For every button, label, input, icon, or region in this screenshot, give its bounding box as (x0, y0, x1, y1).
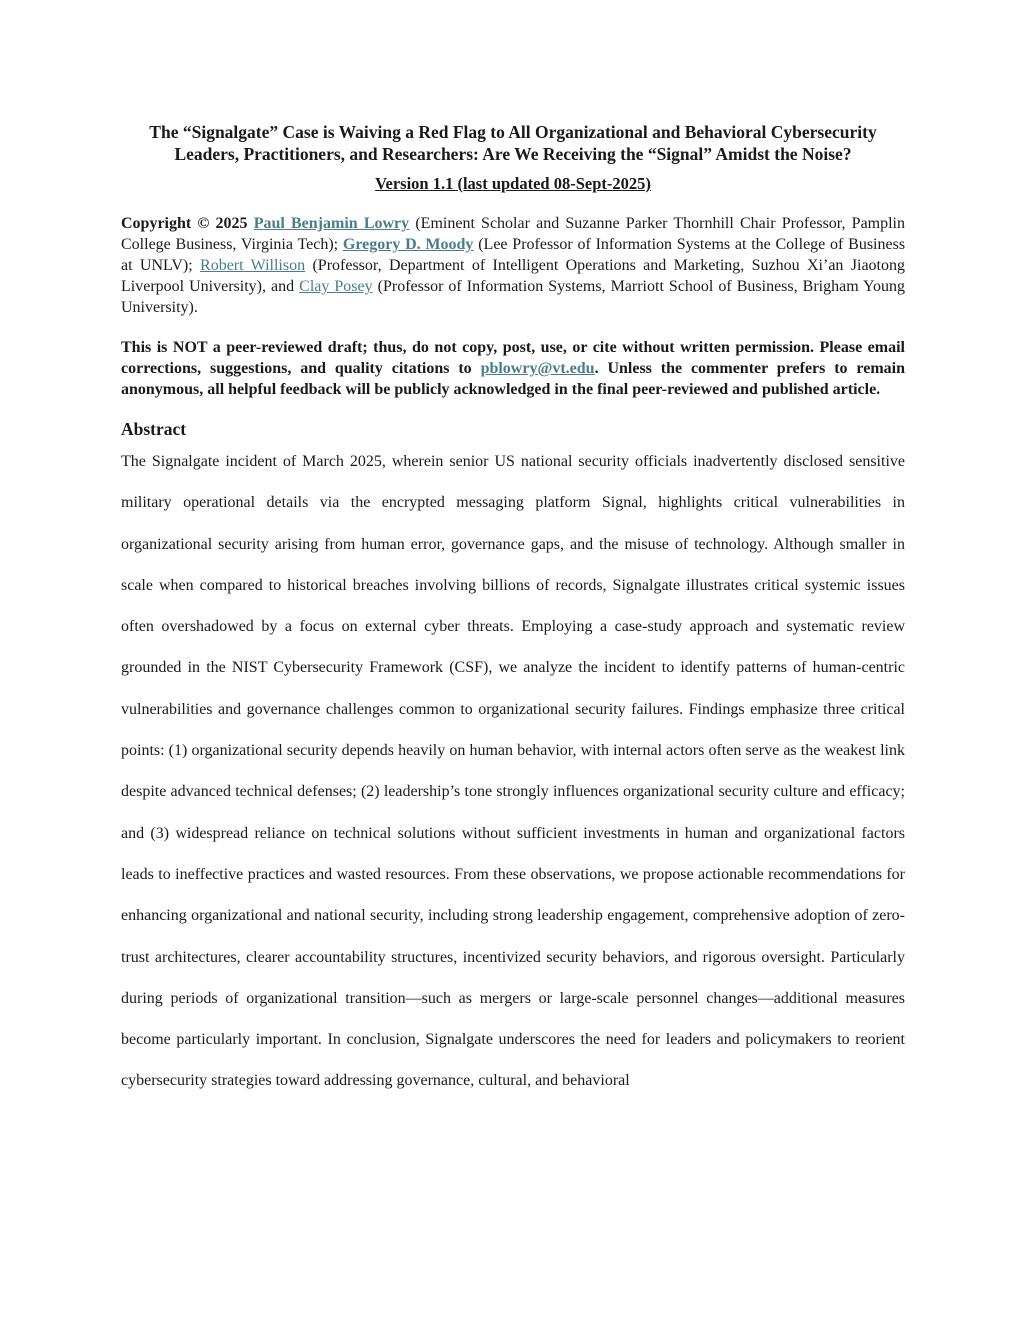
permission-notice (121, 337, 905, 400)
abstract-heading: Abstract (121, 419, 187, 439)
copyright-prefix: Copyright © 2025 (121, 215, 248, 232)
author-affiliation-willison: (Professor, Department of Intelligent Operations and Marketing, Suzhou Xi’an Jiaotong Liverpool University), and (121, 257, 906, 295)
author-affiliation-posey: (Professor of Information Systems, Marriott School of Business, Brigham Young University). (121, 278, 906, 316)
abstract-body: The Signalgate incident of March 2025, wherein senior US national security officials inadvertently disclosed sensitive military operational details via the encrypted messaging platform Signal, highlights critical vulnerabilities in organizational security arising from human error, governance gaps, and the misuse of technology. Although smaller in scale when compared to historical breaches involving billions of records, Signalgate illustrates critical systemic issues often overshadowed by a focus on external cyber threats. Employing a case-study approach and systematic review grounded in the NIST Cybersecurity Framework (CSF), we analyze the incident to identify patterns of human-centric vulnerabilities and governance challenges common to organizational security failures. Findings emphasize three critical points: (1) organizational security depends heavily on human behavior, with internal actors often serve as the weakest link despite advanced technical defenses; (2) leadership’s tone strongly influences organizational security culture and efficacy; and (3) widespread reliance on technical solutions without sufficient investments in human and organizational factors leads to ineffective practices and wasted resources. From these observations, we propose actionable recommendations for enhancing organizational and national security, including strong leadership engagement, comprehensive adoption of zero-trust architectures, clearer accountability structures, incentivized security behaviors, and rigorous oversight. Particularly during periods of organizational transition—such as mergers or large-scale personnel changes—additional measures become particularly important. In conclusion, Signalgate underscores the need for leaders and policymakers to reorient cybersecurity strategies toward addressing governance, cultural, and behavioral (121, 453, 905, 1090)
page-content (121, 121, 905, 1102)
email-link[interactable]: pblowry@vt.edu (480, 360, 595, 377)
author-affiliation-lowry: (Eminent Scholar and Suzanne Parker Thornhill Chair Professor, Pamplin College Business, Virginia Tech); (121, 215, 906, 253)
author-link-moody[interactable]: Gregory D. Moody (342, 236, 474, 253)
paper-title: The “Signalgate” Case is Waiving a Red Flag to All Organizational and Behavioral Cybersecurity Leaders, Practitioners, and Researchers: Are We Receiving the “Signal” Amidst the Noise? (149, 122, 877, 164)
author-affiliation-moody: (Lee Professor of Information Systems at the College of Business at UNLV); (121, 236, 906, 274)
author-link-lowry[interactable]: Paul Benjamin Lowry (253, 215, 410, 232)
notice-text-part2: . Unless the commenter prefers to remain anonymous, all helpful feedback will be publicly acknowledged in the final peer-reviewed and published article. (121, 360, 906, 398)
author-link-posey[interactable]: Clay Posey (299, 278, 373, 295)
copyright-block (121, 213, 905, 318)
notice-text-part1: This is NOT a peer-reviewed draft; thus, do not copy, post, use, or cite without written permission. Please email corrections, suggestions, and quality citations to (121, 339, 905, 377)
author-link-willison[interactable]: Robert Willison (200, 257, 306, 274)
version-line: Version 1.1 (last updated 08-Sept-2025) (375, 174, 651, 193)
